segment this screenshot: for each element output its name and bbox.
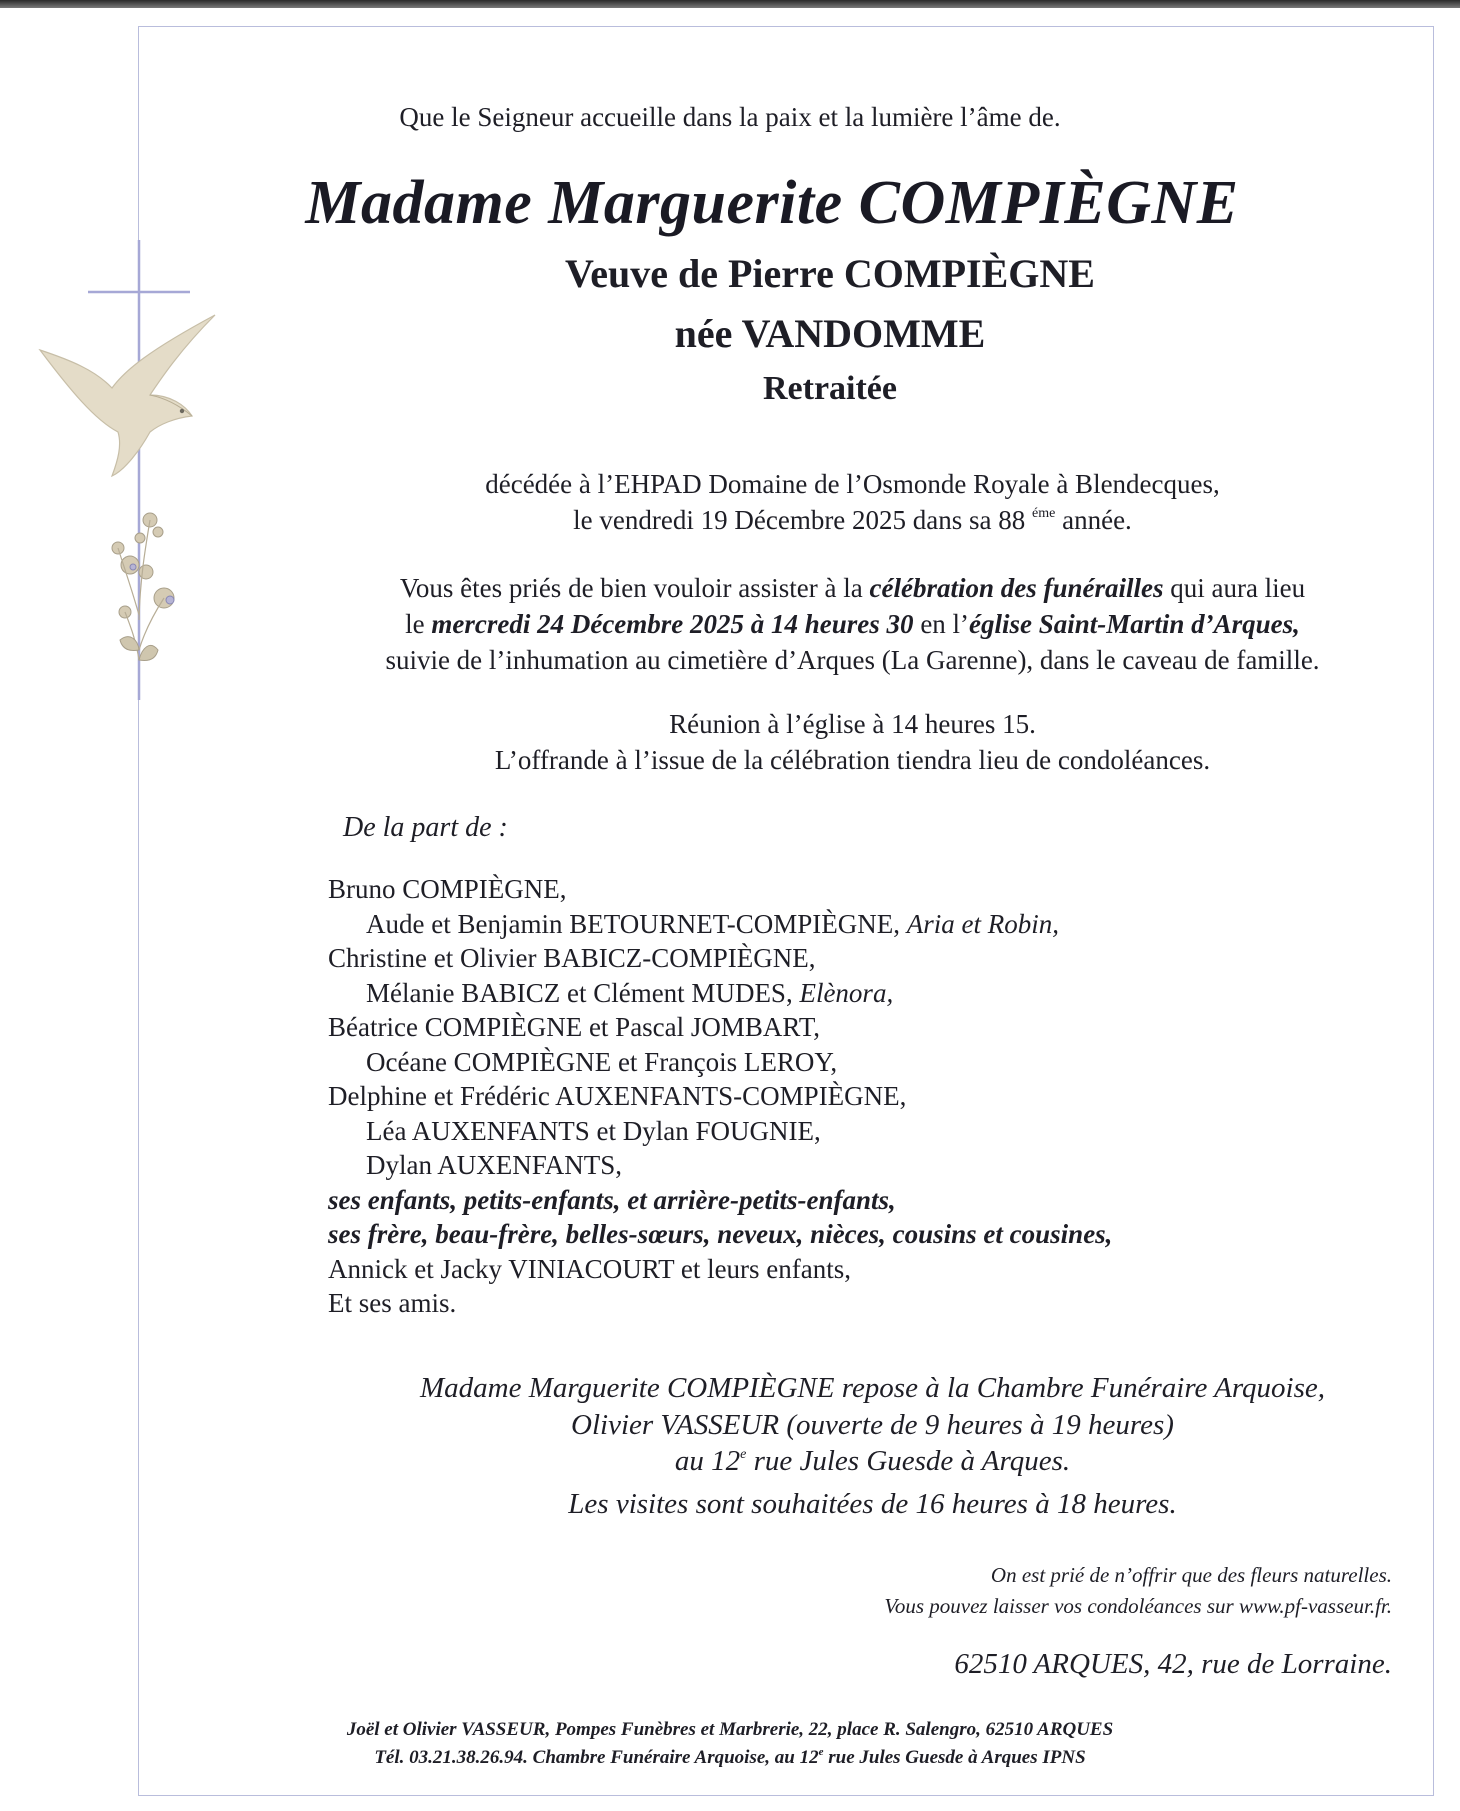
from-label: De la part de : [343, 812, 508, 843]
list-item: Aude et Benjamin BETOURNET-COMPIÈGNE, Aria et Robin, [366, 908, 1059, 939]
repose-line-2: Olivier VASSEUR (ouverte de 9 heures à 19 heures) [571, 1408, 1174, 1441]
repose-line-1: Madame Marguerite COMPIÈGNE repose à la Chambre Funéraire Arquoise, [419, 1372, 1326, 1404]
list-item: Léa AUXENFANTS et Dylan FOUGNIE, [366, 1115, 821, 1146]
flowers-note: On est prié de n’offrir que des fleurs naturelles. [990, 1563, 1392, 1587]
list-item: Bruno COMPIÈGNE, [328, 874, 567, 904]
repose-line-4: Les visites sont souhaitées de 16 heures à 18 heures. [568, 1487, 1177, 1520]
list-item: Dylan AUXENFANTS, [366, 1150, 622, 1180]
funeral-text-a2: qui aura lieu [1163, 573, 1306, 603]
list-item: Béatrice COMPIÈGNE et Pascal JOMBART, [328, 1012, 821, 1042]
list-item: ses enfants, petits-enfants, et arrière-petits-enfants, [328, 1184, 896, 1215]
list-item: Océane COMPIÈGNE et François LEROY, [366, 1046, 838, 1077]
widow-of: Veuve de Pierre COMPIÈGNE [565, 251, 1095, 296]
condolences-note: Vous pouvez laisser vos condoléances sur www.pf-vasseur.fr. [884, 1594, 1392, 1618]
list-item: Christine et Olivier BABICZ-COMPIÈGNE, [328, 943, 816, 973]
death-announcement [280, 466, 1425, 544]
repose-line-3: au 12e rue Jules Guesde à Arques. [674, 1445, 1071, 1477]
list-item: Annick et Jacky VINIACOURT et leurs enfants, [328, 1253, 852, 1284]
funeral-text-a1: Vous êtes priés de bien vouloir assister à la [399, 573, 870, 603]
death-line-2 [280, 502, 1425, 544]
meeting-line-2: L’offrande à l’issue de la célébration tiendra lieu de condoléances. [494, 745, 1211, 775]
funeral-church: église Saint-Martin d’Arques, [969, 609, 1300, 639]
deceased-name: Madame Marguerite COMPIÈGNE [305, 169, 1239, 237]
death-line-1: décédée à l’EHPAD Domaine de l’Osmonde Royale à Blendecques, [485, 469, 1220, 499]
maiden-name: née VANDOMME [674, 311, 986, 356]
occupation: Retraitée [762, 370, 897, 407]
footer [0, 1716, 1460, 1774]
funeral-date: mercredi 24 Décembre 2025 à 14 heures 30 [431, 609, 914, 639]
list-item: Mélanie BABICZ et Clément MUDES, Elènora, [366, 977, 894, 1008]
ordinal-sup: éme [1032, 506, 1056, 521]
funeral-line-2 [280, 606, 1425, 642]
funeral-celebration: célébration des funérailles [869, 573, 1164, 603]
notes-block [884, 1560, 1392, 1622]
funeral-line-3: suivie de l’inhumation au cimetière d’Arques (La Garenne), dans le caveau de famille. [385, 645, 1320, 675]
list-item: Delphine et Frédéric AUXENFANTS-COMPIÈGNE, [328, 1081, 907, 1111]
meeting-info [280, 706, 1425, 778]
repose-info [300, 1370, 1445, 1522]
death-line-2-end: année. [1055, 505, 1132, 535]
meeting-line-1: Réunion à l’église à 14 heures 15. [669, 709, 1036, 739]
funeral-details [280, 570, 1425, 678]
list-item: Et ses amis. [328, 1288, 457, 1318]
list-item: ses frère, beau-frère, belles-sœurs, neveux, nièces, cousins et cousines, [328, 1219, 1113, 1249]
scan-top-edge [0, 0, 1460, 8]
funeral-text-a3: le [405, 609, 432, 639]
family-address: 62510 ARQUES, 42, rue de Lorraine. [954, 1648, 1392, 1680]
funeral-line-1 [280, 570, 1425, 606]
family-list [0, 872, 1460, 1321]
footer-line-1: Joël et Olivier VASSEUR, Pompes Funèbres et Marbrerie, 22, place R. Salengro, 62510 ARQUES [346, 1719, 1114, 1740]
footer-line-2: Tél. 03.21.38.26.94. Chambre Funéraire Arquoise, au 12e rue Jules Guesde à Arques IPNS [374, 1746, 1086, 1768]
funeral-text-a4: en l’ [913, 609, 970, 639]
death-line-2-text: le vendredi 19 Décembre 2025 dans sa 88 [573, 505, 1026, 535]
intro-text: Que le Seigneur accueille dans la paix et la lumière l’âme de. [399, 102, 1061, 132]
